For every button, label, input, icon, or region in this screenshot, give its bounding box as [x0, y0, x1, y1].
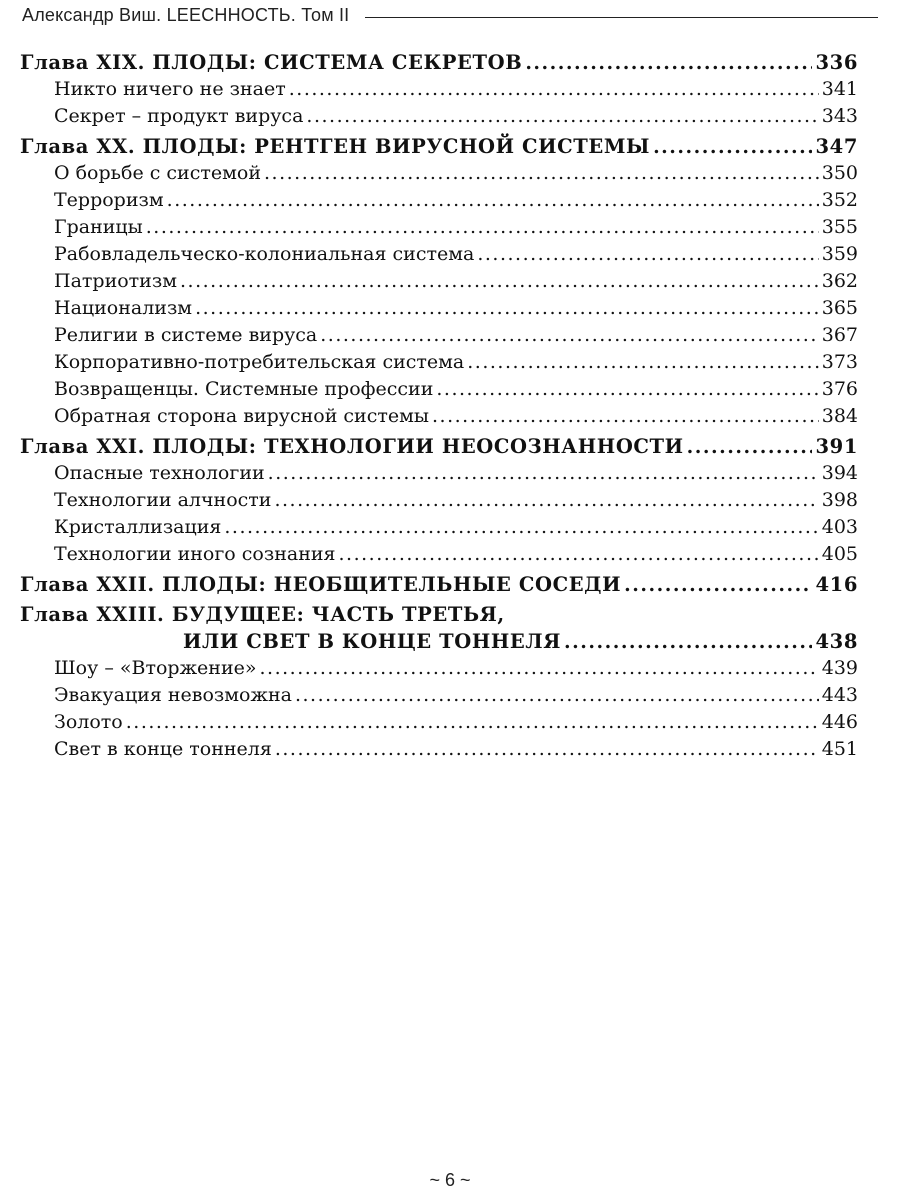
leader-dots	[477, 241, 818, 268]
toc-section[interactable]	[20, 76, 858, 103]
chapter-title: Глава XXII. ПЛОДЫ: НЕОБЩИТЕЛЬНЫЕ СОСЕДИ	[20, 573, 622, 596]
section-page: 403	[821, 516, 858, 538]
toc-section[interactable]	[20, 655, 858, 682]
section-title: Свет в конце тоннеля	[54, 738, 272, 760]
toc-section[interactable]	[20, 322, 858, 349]
section-page: 451	[821, 738, 858, 760]
toc-section[interactable]	[20, 214, 858, 241]
section-title: Эвакуация невозможна	[54, 684, 292, 706]
toc-section[interactable]	[20, 514, 858, 541]
toc-section[interactable]	[20, 103, 858, 130]
running-head-text: Александр Виш. LEECHНОСТЬ. Том II	[22, 4, 350, 25]
toc-section[interactable]	[20, 487, 858, 514]
leader-dots	[436, 376, 818, 403]
leader-dots	[289, 76, 819, 103]
toc-section[interactable]	[20, 241, 858, 268]
chapter-title: ИЛИ СВЕТ В КОНЦЕ ТОННЕЛЯ	[183, 630, 562, 653]
toc-chapter-19[interactable]	[20, 49, 858, 76]
leader-dots	[564, 629, 812, 656]
section-title: Возвращенцы. Системные профессии	[54, 378, 434, 400]
section-title: Никто ничего не знает	[54, 78, 286, 100]
toc-section[interactable]	[20, 295, 858, 322]
section-page: 384	[821, 405, 858, 427]
chapter-page: 416	[815, 573, 858, 596]
toc-chapter-23-title-line1[interactable]: Глава XXIII. БУДУЩЕЕ: ЧАСТЬ ТРЕТЬЯ,	[20, 603, 505, 626]
leader-dots	[195, 295, 819, 322]
toc-section[interactable]	[20, 736, 858, 763]
section-page: 362	[821, 270, 858, 292]
chapter-page: 438	[815, 630, 858, 653]
leader-dots	[687, 434, 813, 461]
leader-dots	[224, 514, 818, 541]
section-title: Корпоративно-потребительская система	[54, 351, 465, 373]
toc-section[interactable]	[20, 541, 858, 568]
section-page: 398	[821, 489, 858, 511]
section-page: 443	[821, 684, 858, 706]
leader-dots	[653, 134, 812, 161]
section-page: 341	[821, 78, 858, 100]
leader-dots	[275, 736, 819, 763]
section-page: 352	[821, 189, 858, 211]
section-title: Национализм	[54, 297, 193, 319]
toc-section[interactable]	[20, 460, 858, 487]
toc-chapter-22[interactable]	[20, 571, 858, 598]
section-page: 439	[821, 657, 858, 679]
section-page: 355	[821, 216, 858, 238]
section-title: Секрет – продукт вируса	[54, 105, 304, 127]
section-page: 367	[821, 324, 858, 346]
leader-dots	[167, 187, 819, 214]
leader-dots	[126, 709, 819, 736]
leader-dots	[432, 403, 819, 430]
leader-dots	[180, 268, 819, 295]
section-page: 359	[821, 243, 858, 265]
section-title: Границы	[54, 216, 143, 238]
leader-dots	[146, 214, 819, 241]
section-page: 376	[821, 378, 858, 400]
toc-section[interactable]	[20, 682, 858, 709]
running-head	[22, 2, 878, 28]
chapter-page: 391	[815, 435, 858, 458]
toc-section[interactable]	[20, 349, 858, 376]
section-title: Кристаллизация	[54, 516, 222, 538]
chapter-title: Глава XIX. ПЛОДЫ: СИСТЕМА СЕКРЕТОВ	[20, 51, 523, 74]
leader-dots	[339, 541, 819, 568]
leader-dots	[274, 487, 818, 514]
toc-section[interactable]	[20, 709, 858, 736]
section-title: Шоу – «Вторжение»	[54, 657, 257, 679]
section-title: Технологии алчности	[54, 489, 272, 511]
leader-dots	[295, 682, 819, 709]
section-page: 365	[821, 297, 858, 319]
section-title: Опасные технологии	[54, 462, 265, 484]
chapter-page: 336	[815, 51, 858, 74]
leader-dots	[268, 460, 819, 487]
header-rule	[365, 17, 878, 18]
leader-dots	[320, 322, 818, 349]
toc-section[interactable]	[20, 403, 858, 430]
toc-chapter-23[interactable]	[20, 628, 858, 655]
section-title: Обратная сторона вирусной системы	[54, 405, 430, 427]
section-title: Патриотизм	[54, 270, 177, 292]
section-page: 405	[821, 543, 858, 565]
page-number: ~ 6 ~	[429, 1170, 471, 1190]
toc-section[interactable]	[20, 268, 858, 295]
section-title: Золото	[54, 711, 123, 733]
section-title: Технологии иного сознания	[54, 543, 336, 565]
toc-chapter-20[interactable]	[20, 133, 858, 160]
section-page: 350	[821, 162, 858, 184]
chapter-title: Глава XXI. ПЛОДЫ: ТЕХНОЛОГИИ НЕОСОЗНАННОСТИ	[20, 435, 684, 458]
section-title: Терроризм	[54, 189, 164, 211]
toc-section[interactable]	[20, 187, 858, 214]
leader-dots	[264, 160, 819, 187]
leader-dots	[525, 50, 812, 77]
section-title: Религии в системе вируса	[54, 324, 318, 346]
table-of-contents	[20, 46, 858, 763]
section-page: 446	[821, 711, 858, 733]
toc-chapter-21[interactable]	[20, 433, 858, 460]
leader-dots	[624, 572, 812, 599]
section-title: О борьбе с системой	[54, 162, 261, 184]
leader-dots	[467, 349, 818, 376]
toc-section[interactable]	[20, 160, 858, 187]
section-page: 394	[821, 462, 858, 484]
section-page: 343	[821, 105, 858, 127]
toc-section[interactable]	[20, 376, 858, 403]
leader-dots	[306, 103, 818, 130]
leader-dots	[260, 655, 819, 682]
chapter-title: Глава XX. ПЛОДЫ: РЕНТГЕН ВИРУСНОЙ СИСТЕМЫ	[20, 135, 651, 158]
section-title: Рабовладельческо-колониальная система	[54, 243, 475, 265]
chapter-page: 347	[815, 135, 858, 158]
section-page: 373	[821, 351, 858, 373]
